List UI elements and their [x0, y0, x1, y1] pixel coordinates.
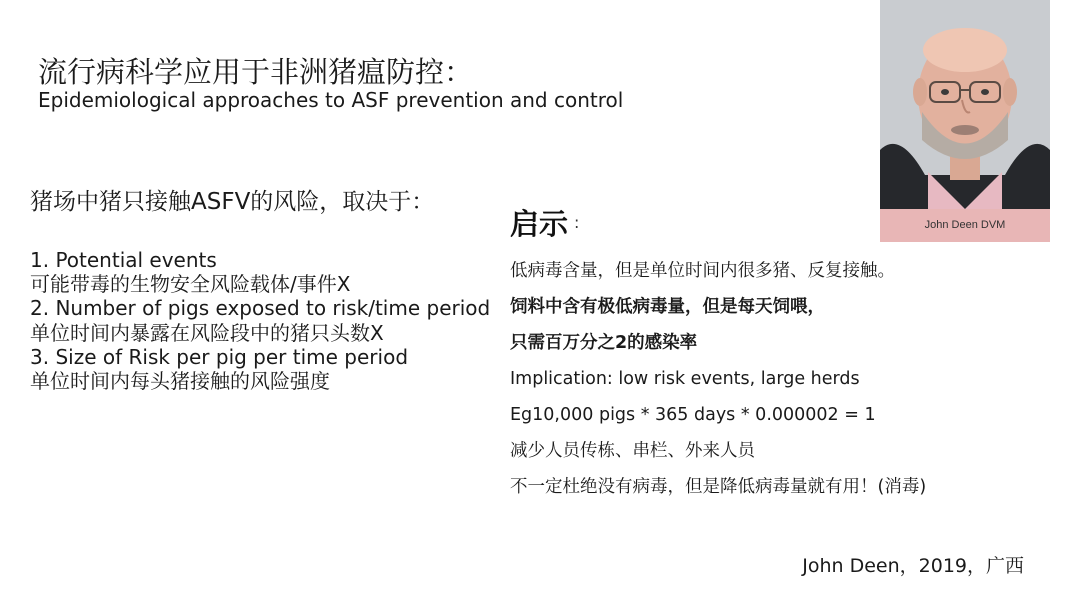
insight-heading-colon: : — [574, 213, 580, 232]
risk-factor-line: 可能带毒的生物安全风险载体/事件X — [30, 272, 351, 297]
speaker-photo — [880, 0, 1050, 242]
risk-factor-line: 单位时间内每头猪接触的风险强度 — [30, 369, 330, 394]
photo-caption: John Deen DVM — [880, 209, 1050, 242]
insight-line: 减少人员传栋、串栏、外来人员 — [510, 441, 755, 461]
insight-heading: 启示 — [510, 207, 569, 241]
title-english: Epidemiological approaches to ASF prevention and control — [38, 88, 624, 112]
insight-line: 低病毒含量，但是单位时间内很多猪、反复接触。 — [510, 261, 895, 281]
risk-factor-line: 单位时间内暴露在风险段中的猪只头数X — [30, 320, 384, 345]
speaker-portrait-illustration — [880, 0, 1050, 209]
insight-line: Implication: low risk events, large herds — [510, 369, 860, 389]
insight-line: 不一定杜绝没有病毒，但是降低病毒量就有用！(消毒) — [510, 477, 927, 497]
insight-list — [510, 253, 926, 505]
risk-factor-line: 3. Size of Risk per pig per time period — [30, 344, 409, 369]
risk-factor-line: 1. Potential events — [30, 248, 217, 272]
risk-factor-line: 2. Number of pigs exposed to risk/time period — [30, 296, 491, 321]
insight-line: Eg10,000 pigs * 365 days * 0.000002 = 1 — [510, 405, 876, 425]
risk-factors-heading: 猪场中猪只接触ASFV的风险，取决于： — [30, 189, 435, 215]
insight-line-bold: 饲料中含有极低病毒量，但是每天饲喂， — [510, 297, 825, 317]
risk-factors-list — [30, 248, 490, 393]
footer-credit: John Deen，2019，广西 — [802, 555, 1024, 577]
insight-line-bold: 只需百万分之2的感染率 — [510, 333, 698, 353]
title-chinese: 流行病科学应用于非洲猪瘟防控： — [38, 55, 474, 89]
